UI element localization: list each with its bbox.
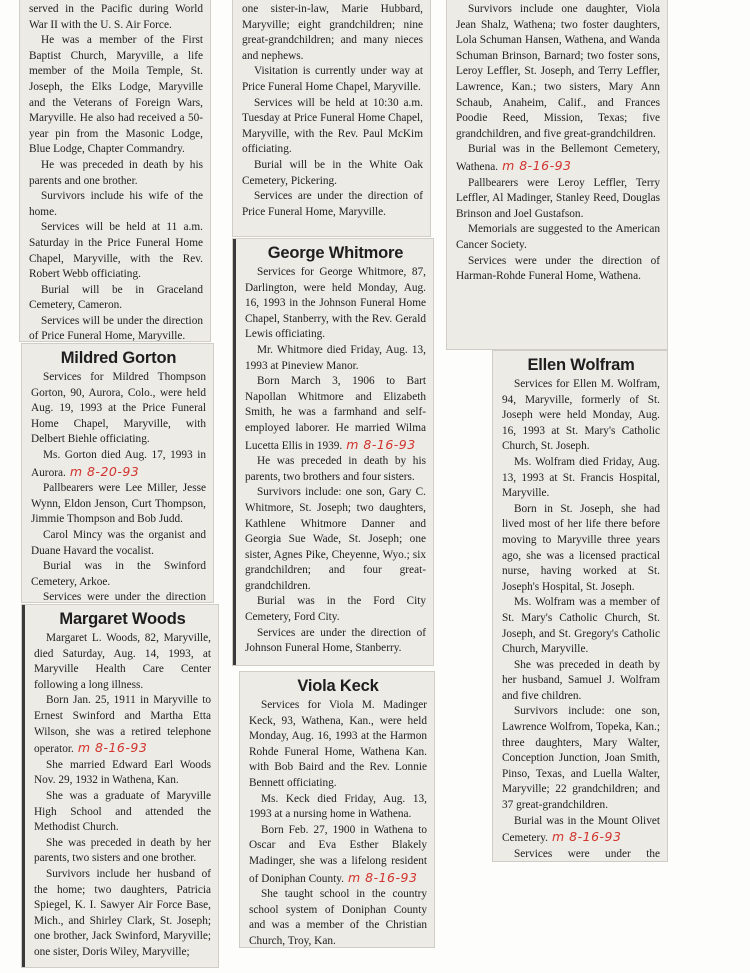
paragraph: Burial was in the Ford City Cemetery, Ford City. [245,595,426,624]
paragraph: Pallbearers were Lee Miller, Jesse Wynn, Eldon Jenson, Curt Thompson, Jimmie Thompson and Bob Judd. [31,482,206,526]
clipping-margaret-woods [22,605,218,967]
paragraph: Survivors include her husband of the home; two daughters, Patricia Spiegel, K. I. Sawyer Air Force Base, Mich., and Shirley Clark, St. Joseph; one brother, Jack Swinford, Maryville; one sister, Doris Wiley, Maryville; [34,867,211,958]
clipping-col1-top [20,0,210,341]
clipping-ellen-wolfram [493,351,667,861]
paragraph: Carol Mincy was the organist and Duane Havard the vocalist. [31,528,206,557]
obituary-title: Ellen Wolfram [527,356,635,374]
paragraph: Services were under the [514,847,660,860]
paragraph: She was preceded in death by her husband, Samuel J. Wolfram and five children. [502,658,660,702]
handwritten-date-note: m 8-16-93 [347,869,418,885]
handwritten-date-note: m 8-16-93 [502,157,572,173]
paragraph: Burial was in the Swinford Cemetery, Arkoe. [31,560,206,588]
paragraph: Survivors include: one son, Lawrence Wolfrom, Topeka, Kan.; three daughters, Mary Walter, Conception Junction, Joan Smith, Pinso, Texas, and Luella Walter, Maryville; 22 grandchildren; and 37 great-grandchildren. [502,705,660,812]
paragraph: Services for Mildred Thompson Gorton, 90, Aurora, Colo., were held Aug. 19, 1993 at the Price Funeral Home Chapel, Maryville, with Delbert Biehle officiating. [31,371,206,446]
paragraph: Burial was in the Bellemont Cemetery, Wathena. [456,143,660,173]
paragraph: Services will be held at 10:30 a.m. Tuesday at Price Funeral Home Chapel, Maryville, with the Rev. Paul McKim officiating. [242,96,423,156]
paragraph: He was a member of the First Baptist Church, Maryville, a life member of the Moila Temple, St. Joseph, the Elks Lodge, Maryville and the Veterans of Foreign Wars, Maryville. He also had received a 50-year pin from the Masonic Lodge, Blue Lodge, Chapter Commandry. [29,34,203,156]
clipping-mildred-gorton [22,344,213,602]
paragraph: Services were under the direction [43,591,206,602]
paragraph: Visitation is currently under way at Price Funeral Home Chapel, Maryville. [242,65,423,93]
paragraph: Services are under the direction of Price Funeral Home, Maryville. [242,190,423,218]
clipping-george-whitmore [233,239,433,665]
paragraph: one sister-in-law, Marie Hubbard, Maryville; eight grandchildren; nine great-grandchildren; and many nieces and nephews. [242,3,423,62]
handwritten-date-note: m 8-20-93 [69,463,140,479]
paragraph: Ms. Gorton died Aug. 17, 1993 in Aurora. [31,448,206,479]
paragraph: Survivors include: one son, Gary C. Whitmore, St. Joseph; two daughters, Kathlene Whitmore Danner and Georgia Sue Wade, St. Joseph; one sister, Agnes Pike, Cheyenne, Wyo.; six grandchildren; and four great-grandchildren. [245,486,426,592]
paragraph: Services are under the direction of Johnson Funeral Home, Stanberry. [245,626,426,655]
paragraph: Survivors include one daughter, Viola Jean Shalz, Wathena; two foster daughters, Lola Schuman Hansen, Wathena, and Wanda Schuman Brinson, Barnard; two foster sons, Leroy Leffler, St. Joseph, and Terry Leffler, Lawrence, Kan.; two sisters, Mary Ann Schaub, Anaheim, Calif., and Frances Poodie Reed, Mission, Texas; five grandchildren, and five great-grandchildren. [456,3,660,140]
clipping-col3-top [447,0,667,349]
paragraph: Services for George Whitmore, 87, Darlington, were held Monday, Aug. 16, 1993 in the Johnson Funeral Home Chapel, Stanberry, with the Rev. Gerald Lewis officiating. [245,266,426,341]
paragraph: Burial will be in the White Oak Cemetery, Pickering. [242,158,423,187]
handwritten-date-note: m 8-16-93 [552,829,622,845]
paragraph: Born in St. Joseph, she had lived most of her life there before moving to Maryville three years ago, she was a licensed practical nurse, having worked at St. Joseph's Hospital, St. Joseph. [502,502,660,593]
paragraph: Survivors include his wife of the home. [29,190,203,218]
paragraph: Services will be under the direction of Price Funeral Home, Maryville. [29,314,203,341]
paragraph: Services for Ellen M. Wolfram, 94, Maryville, formerly of St. Joseph were held Monday, Aug. 16, 1993 at St. Mary's Catholic Church, St. Joseph. [502,378,660,453]
handwritten-date-note: m 8-16-93 [77,740,148,756]
paragraph: Ms. Wolfram was a member of St. Mary's Catholic Church, St. Joseph, and St. Gregory's Catholic Church, Maryville. [502,596,660,656]
paragraph: She taught school in the country school system of Doniphan County and was a member of the Christian Church, Troy, Kan. [249,888,427,947]
paragraph: He was preceded in death by his parents and one brother. [29,158,203,187]
paragraph: Mr. Whitmore died Friday, Aug. 13, 1993 at Pineview Manor. [245,343,426,372]
paragraph: Born March 3, 1906 to Bart Napollan Whitmore and Elizabeth Smith, he was a farmhand and self-employed laborer. He married Wilma Lucetta Ellis in 1939. [245,375,426,452]
paragraph: Margaret L. Woods, 82, Maryville, died Saturday, Aug. 14, 1993, at Maryville Health Care Center following a long illness. [34,632,211,691]
paragraph: Services were under the direction of Harman-Rohde Funeral Home, Wathena. [456,254,660,283]
obituary-title: Margaret Woods [59,610,186,628]
obituary-title: George Whitmore [267,244,404,262]
paragraph: Memorials are suggested to the American Cancer Society. [456,223,660,251]
obituary-title: Viola Keck [297,677,379,695]
paragraph: Born Jan. 25, 1911 in Maryville to Ernest Swinford and Martha Etta Wilson, she was a retired telephone operator. [34,694,211,756]
paragraph: Ms. Keck died Friday, Aug. 13, 1993 at a nursing home in Wathena. [249,792,427,821]
handwritten-date-note: m 8-16-93 [346,436,416,452]
paragraph: Pallbearers were Leroy Leffler, Terry Leffler, Al Madinger, Stanley Reed, Douglas Brinson and Joel Gustafson. [456,176,660,220]
paragraph: Burial was in the Mount Olivet Cemetery. [502,814,660,845]
paragraph: He was preceded in death by his parents, two brothers and four sisters. [245,455,426,483]
paragraph: Born Feb. 27, 1900 in Wathena to Oscar and Eva Esther Blakely Madinger, she was a lifelong resident of Doniphan County. [249,823,427,885]
paragraph: Burial will be in Graceland Cemetery, Cameron. [29,283,203,312]
paragraph: Services for Viola M. Madinger Keck, 93, Wathena, Kan., were held Monday, Aug. 16, 1993 at the Harmon Rohde Funeral Home, Wathena Kan. with Bob Baird and the Rev. Lonnie Bennett officiating. [249,699,427,789]
paragraph: Services will be held at 11 a.m. Saturday in the Price Funeral Home Chapel, Maryville, with the Rev. Robert Webb officiating. [29,221,203,281]
obituary-title: Mildred Gorton [60,349,177,367]
paragraph: She was a graduate of Maryville High School and attended the Methodist Church. [34,789,211,834]
paragraph: She married Edward Earl Woods Nov. 29, 1932 in Wathena, Kan. [34,758,211,787]
clipping-viola-keck [240,672,434,947]
clipping-col2-top [233,0,430,236]
paragraph: Ms. Wolfram died Friday, Aug. 13, 1993 at St. Francis Hospital, Maryville. [502,455,660,500]
paragraph: served in the Pacific during World War II with the U. S. Air Force. [29,3,203,31]
paragraph: She was preceded in death by her parents, two sisters and one brother. [34,836,211,865]
